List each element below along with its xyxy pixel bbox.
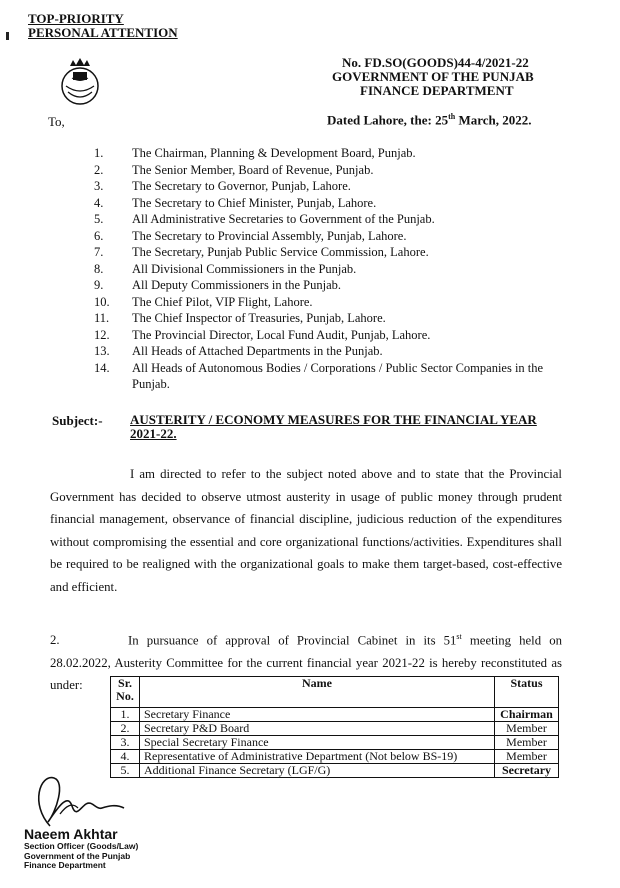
- list-item-number: 1.: [94, 146, 104, 160]
- table-header-row: [111, 677, 559, 708]
- table-cell-status: Member: [495, 750, 559, 764]
- header-sr: Sr. No.: [111, 677, 140, 708]
- letter-number: No. FD.SO(GOODS)44-4/2021-22: [342, 55, 529, 70]
- list-item: [94, 195, 574, 212]
- table-row: [111, 722, 559, 736]
- to-label: To,: [48, 114, 65, 129]
- government-name: GOVERNMENT OF THE PUNJAB: [332, 69, 534, 84]
- list-item-number: 3.: [94, 179, 104, 193]
- dated-prefix: Dated Lahore, the: 25: [327, 112, 449, 128]
- list-item-text: The Senior Member, Board of Revenue, Punjab.: [132, 162, 374, 177]
- list-item-number: 4.: [94, 195, 104, 210]
- list-item-number: 5.: [94, 212, 104, 226]
- paragraph-2-number: 2.: [50, 633, 60, 648]
- priority-line-1: TOP-PRIORITY: [28, 11, 124, 26]
- list-item: [94, 360, 574, 393]
- department-name: FINANCE DEPARTMENT: [360, 83, 514, 98]
- list-item-text: The Secretary to Provincial Assembly, Punjab, Lahore.: [132, 228, 407, 243]
- signatory-line-1: Section Officer (Goods/Law): [24, 841, 139, 851]
- table-cell-sr: 1.: [111, 708, 140, 722]
- table-row: [111, 750, 559, 764]
- dated-suffix: March, 2022.: [455, 112, 532, 128]
- list-item: [94, 244, 574, 261]
- table-cell-name: Secretary P&D Board: [140, 722, 495, 736]
- table-cell-sr: 2.: [111, 722, 140, 736]
- letter-header: [332, 56, 534, 98]
- committee-table: [110, 676, 559, 778]
- list-item: [94, 294, 574, 311]
- addressee-list: [94, 145, 574, 393]
- list-item: [94, 162, 574, 179]
- list-item-text: The Provincial Director, Local Fund Audit, Punjab, Lahore.: [132, 327, 431, 342]
- list-item: [94, 228, 574, 245]
- table-cell-name: Secretary Finance: [140, 708, 495, 722]
- table-cell-status: Secretary: [495, 764, 559, 778]
- signatory-line-2: Government of the Punjab: [24, 850, 131, 861]
- list-item-text: The Chairman, Planning & Development Board, Punjab.: [132, 146, 416, 160]
- paragraph-2-text-a: In pursuance of approval of Provincial Cabinet in its 51: [128, 633, 457, 648]
- list-item-text: The Secretary, Punjab Public Service Commission, Lahore.: [132, 245, 429, 259]
- paragraph-1: [50, 463, 562, 598]
- list-item: [94, 145, 574, 162]
- table-row: [111, 736, 559, 750]
- list-item-text: All Administrative Secretaries to Government of the Punjab.: [132, 212, 435, 226]
- punjab-government-logo-icon: [58, 56, 102, 106]
- list-item-text: The Chief Inspector of Treasuries, Punjab, Lahore.: [132, 311, 386, 325]
- list-item-text: The Chief Pilot, VIP Flight, Lahore.: [132, 294, 313, 309]
- table-cell-name: Special Secretary Finance: [140, 736, 495, 750]
- dated-line: [327, 112, 532, 128]
- table-cell-sr: 4.: [111, 750, 140, 764]
- list-item-number: 9.: [94, 278, 104, 292]
- header-status: Status: [495, 677, 559, 708]
- list-item-number: 6.: [94, 228, 104, 243]
- list-item: [94, 178, 574, 195]
- list-item-text: The Secretary to Chief Minister, Punjab, Lahore.: [132, 195, 377, 210]
- list-item: [94, 310, 574, 327]
- list-item-text: All Deputy Commissioners in the Punjab.: [132, 278, 342, 292]
- list-item: [94, 261, 574, 278]
- header-name: Name: [140, 677, 495, 708]
- table-cell-status: Member: [495, 736, 559, 750]
- signatory-name: Naeem Akhtar: [24, 826, 118, 842]
- table-cell-sr: 3.: [111, 736, 140, 750]
- list-item-number: 12.: [94, 327, 110, 342]
- signatory-designation: [24, 842, 138, 871]
- list-item-number: 10.: [94, 294, 110, 309]
- list-item-text: All Heads of Attached Departments in the Punjab.: [132, 344, 383, 358]
- table-cell-name: Representative of Administrative Department (Not below BS-19): [140, 750, 495, 764]
- paragraph-1-text: I am directed to refer to the subject noted above and to state that the Provincial Government has decided to observe utmost austerity in usage of public money through prudent financial management, observance of financial discipline, judicious reduction of the expenditures without compromising the essential and core organizational functions/activities. Expenditures shall be required to be realigned with the organizational goals to make them target-based, cost-effective and efficient.: [50, 467, 562, 594]
- priority-line-2: PERSONAL ATTENTION: [28, 25, 178, 40]
- priority-stamp: [28, 12, 178, 40]
- list-item-number: 8.: [94, 261, 104, 276]
- subject-text: AUSTERITY / ECONOMY MEASURES FOR THE FINANCIAL YEAR 2021-22.: [130, 412, 537, 441]
- subject-label: Subject:-: [52, 413, 103, 428]
- list-item-number: 13.: [94, 344, 110, 358]
- dated-sup: th: [448, 112, 456, 121]
- table-cell-status: Member: [495, 722, 559, 736]
- table-row: [111, 764, 559, 778]
- list-item: [94, 277, 574, 294]
- paragraph-2-sup: st: [456, 632, 462, 641]
- list-item-text: All Divisional Commissioners in the Punjab.: [132, 261, 357, 276]
- list-item-number: 14.: [94, 360, 110, 375]
- signatory-line-3: Finance Department: [24, 860, 106, 870]
- list-item-text: The Secretary to Governor, Punjab, Lahore.: [132, 179, 351, 193]
- list-item-number: 2.: [94, 162, 104, 177]
- list-item: [94, 343, 574, 360]
- list-item: [94, 211, 574, 228]
- list-item: [94, 327, 574, 344]
- list-item-number: 7.: [94, 245, 104, 259]
- table-cell-status: Chairman: [495, 708, 559, 722]
- list-item-number: 11.: [94, 311, 110, 325]
- paragraph-2-text-b: meeting held on 28.02.2022, Austerity Committee for the current financial year 2021-22 is hereby reconstituted as under:: [50, 633, 562, 693]
- table-row: [111, 708, 559, 722]
- handwritten-signature: [20, 764, 140, 834]
- table-cell-name: Additional Finance Secretary (LGF/G): [140, 764, 495, 778]
- list-item-text: All Heads of Autonomous Bodies / Corporations / Public Sector Companies in the Punjab.: [132, 360, 544, 391]
- table-cell-sr: 5.: [111, 764, 140, 778]
- margin-mark: [6, 32, 9, 40]
